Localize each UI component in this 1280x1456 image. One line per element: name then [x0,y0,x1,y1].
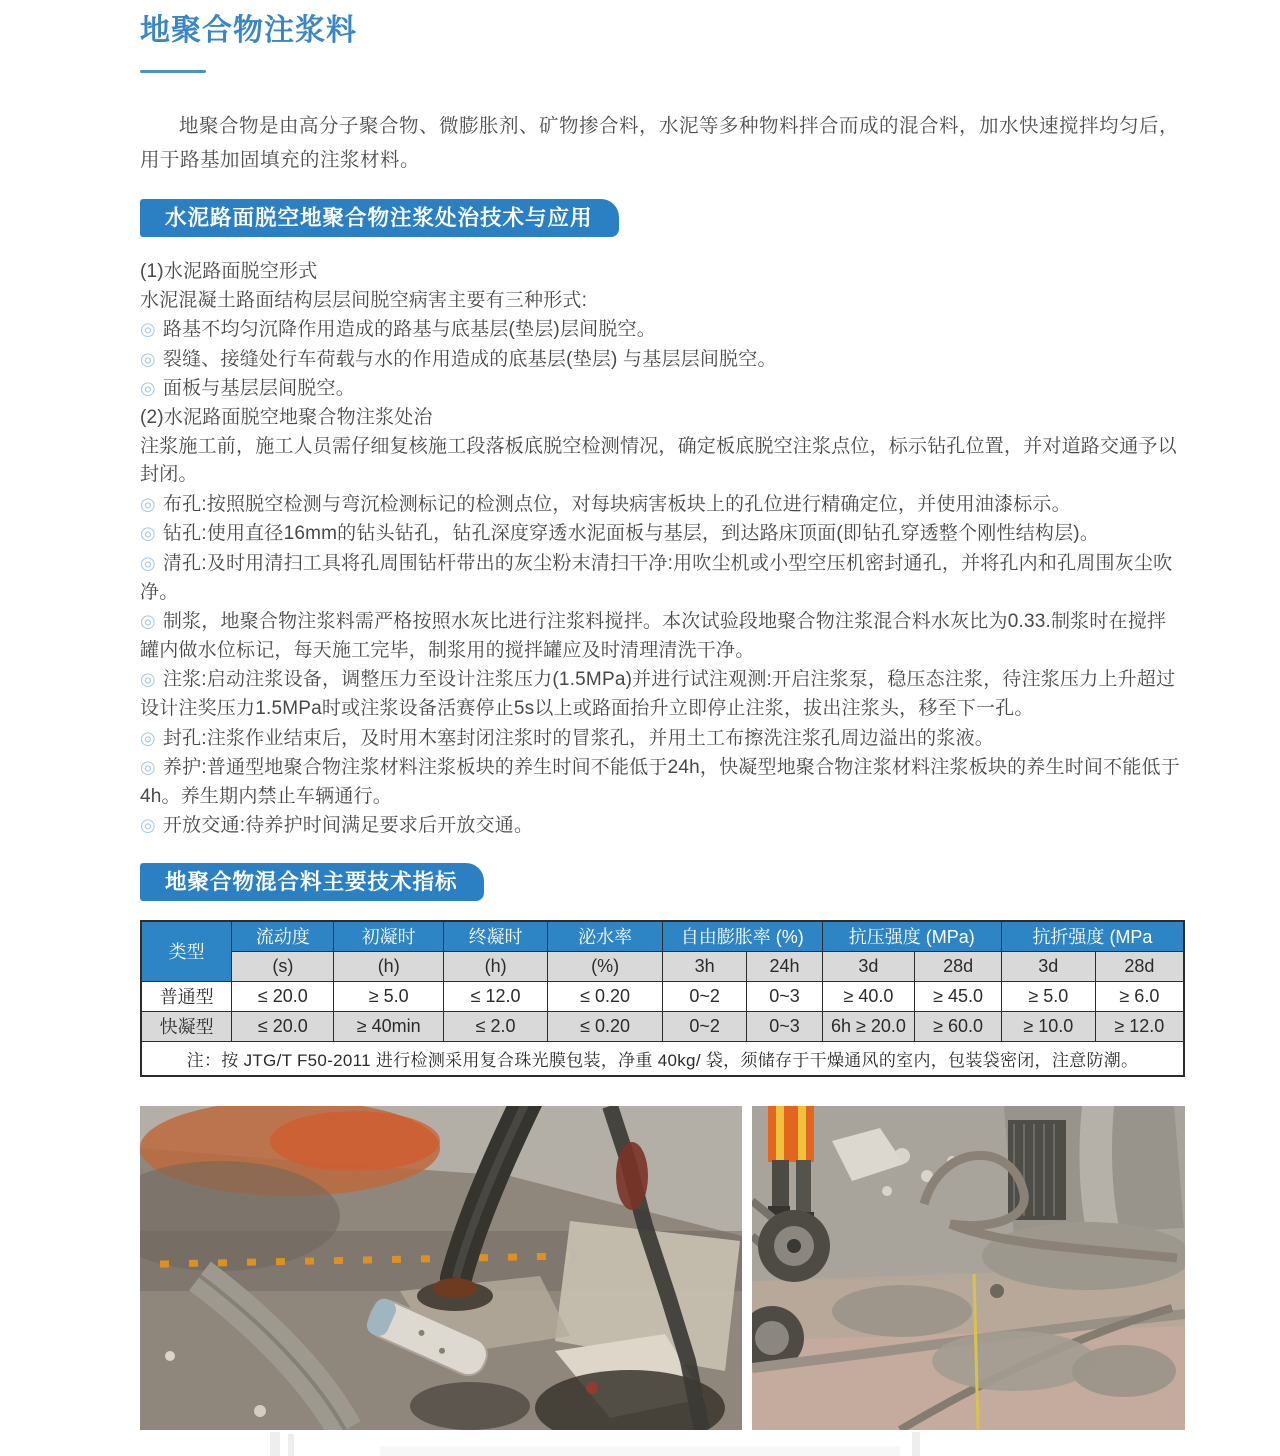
row-type-cell: 普通型 [141,981,232,1011]
paragraph [140,374,1185,404]
paragraph [140,549,1185,607]
unit-cell: 3d [1001,951,1095,981]
paragraph [140,665,1185,723]
ring-bullet-icon: ◎ [140,727,156,748]
paragraph-text: 裂缝、接缝处行车荷载与水的作用造成的底基层(垫层) 与基层层间脱空。 [162,348,777,370]
value-cell: ≥ 5.0 [334,981,444,1011]
body-text-block [140,258,1185,841]
value-cell: ≤ 12.0 [443,981,547,1011]
faint-artifact [270,1432,280,1456]
col-header-expansion: 自由膨胀率 (%) [662,921,822,952]
paragraph-text: 注浆:启动注浆设备，调整压力至设计注浆压力(1.5MPa)并进行试注观测:开启注浆泵，稳压态注浆，待注浆压力上升超过设计注奖压力1.5MPa时或注浆设备活赛停止5s以上或路面抬升立即停止注浆，拔出注浆头，移至下一孔。 [140,669,1176,719]
paragraph [140,287,1185,316]
col-header-bleeding: 泌水率 [548,921,663,952]
value-cell: 0~3 [747,981,822,1011]
col-header-fluidity: 流动度 [232,921,334,952]
paragraph-text: 开放交通:待养护时间满足要求后开放交通。 [162,815,534,837]
table-note-row [141,1041,1184,1076]
paragraph [140,519,1185,549]
faint-artifact [288,1434,294,1456]
value-cell: ≤ 0.20 [548,1011,663,1041]
paragraph-text: 面板与基层层间脱空。 [162,378,355,400]
value-cell: ≥ 40.0 [822,981,915,1011]
ring-bullet-icon: ◎ [140,348,156,369]
paragraph-text: 封孔:注浆作业结束后，及时用木塞封闭注浆时的冒浆孔，并用土工布擦洗注浆孔周边溢出的浆液。 [162,727,994,749]
paragraph [140,753,1185,811]
faint-artifact [912,1432,920,1456]
unit-cell: 24h [747,951,822,981]
paragraph-text: 制浆，地聚合物注浆料需严格按照水灰比进行注浆料搅拌。本次试验段地聚合物注浆混合料水灰比为0.33.制浆时在搅拌罐内做水位标记，每天施工完毕，制浆用的搅拌罐应及时清理清洗干净。 [140,611,1167,661]
col-header-compressive: 抗压强度 (MPa) [822,921,1001,952]
paragraph-text: (1)水泥路面脱空形式 [140,261,318,282]
row-type-cell: 快凝型 [141,1011,232,1041]
table-row-rapid [141,1011,1184,1041]
unit-cell: 3d [822,951,915,981]
ring-bullet-icon: ◎ [140,669,156,690]
value-cell: ≥ 5.0 [1001,981,1095,1011]
paragraph-text: 养护:普通型地聚合物注浆材料注浆板块的养生时间不能低于24h，快凝型地聚合物注浆材料注浆板块的养生时间不能低于4h。养生期内禁止车辆通行。 [140,757,1180,807]
value-cell: ≤ 0.20 [548,981,663,1011]
paragraph-text: 路基不均匀沉降作用造成的路基与底基层(垫层)层间脱空。 [162,319,656,341]
ring-bullet-icon: ◎ [140,815,156,836]
value-cell: 0~2 [662,981,746,1011]
faint-artifact [380,1446,900,1456]
ring-bullet-icon: ◎ [140,757,156,778]
unit-cell: 3h [662,951,746,981]
paragraph-text: 水泥混凝土路面结构层层间脱空病害主要有三种形式: [140,289,588,311]
left-photo-grouting-hose [140,1106,742,1430]
paragraph [140,724,1185,754]
unit-cell: (s) [232,951,334,981]
unit-cell: 28d [1095,951,1184,981]
value-cell: ≤ 20.0 [232,1011,334,1041]
paragraph-text: 清孔:及时用清扫工具将孔周围钻杆带出的灰尘粉末清扫干净:用吹尘机或小型空压机密封通孔，并将孔内和孔周围灰尘吹净。 [140,552,1173,603]
unit-cell: (h) [443,951,547,981]
table-header-row-2 [141,951,1184,981]
paragraph [140,258,1185,287]
unit-cell: (h) [334,951,444,981]
paragraph [140,811,1185,841]
table-note: 注：按 JTG/T F50-2011 进行检测采用复合珠光膜包装，净重 40kg/ 袋，须储存于干燥通风的室内，包装袋密闭，注意防潮。 [141,1041,1184,1076]
ring-bullet-icon: ◎ [140,552,156,573]
page-bottom-strip [140,1430,1185,1456]
col-header-type: 类型 [141,921,232,982]
paragraph [140,433,1185,490]
intro-paragraph: 地聚合物是由高分子聚合物、微膨胀剂、矿物掺合料，水泥等多种物料拌合而成的混合料，加水快速搅拌均匀后，用于路基加固填充的注浆材料。 [140,115,1180,171]
value-cell: 0~2 [662,1011,746,1041]
col-header-flexural: 抗折强度 (MPa [1001,921,1184,952]
paragraph-text: 钻孔:使用直径16mm的钻头钻孔，钻孔深度穿透水泥面板与基层，到达路床顶面(即钻孔穿透整个刚性结构层)。 [162,523,1100,545]
paragraph [140,345,1185,375]
ring-bullet-icon: ◎ [140,378,156,399]
value-cell: ≥ 60.0 [915,1011,1002,1041]
photo-row [140,1106,1185,1430]
unit-cell: 28d [915,951,1002,981]
table-header-row-1 [141,921,1184,952]
table-row-ordinary [141,981,1184,1011]
value-cell: ≥ 45.0 [915,981,1002,1011]
ring-bullet-icon: ◎ [140,611,156,632]
value-cell: ≥ 6.0 [1095,981,1184,1011]
col-header-final-set: 终凝时 [443,921,547,952]
value-cell: ≥ 12.0 [1095,1011,1184,1041]
value-cell: ≥ 40min [334,1011,444,1041]
value-cell: 6h ≥ 20.0 [822,1011,915,1041]
unit-cell: (%) [548,951,663,981]
value-cell: 0~3 [747,1011,822,1041]
ring-bullet-icon: ◎ [140,523,156,544]
value-cell: ≥ 10.0 [1001,1011,1095,1041]
paragraph [140,404,1185,433]
value-cell: ≤ 20.0 [232,981,334,1011]
title-underline [140,70,206,73]
paragraph [140,607,1185,665]
right-photo-worker-machine [752,1106,1185,1430]
ring-bullet-icon: ◎ [140,319,156,340]
page-title: 地聚合物注浆料 [140,14,357,47]
paragraph-text: 布孔:按照脱空检测与弯沉检测标记的检测点位，对每块病害板块上的孔位进行精确定位，并使用油漆标示。 [162,493,1071,515]
spec-table [140,920,1185,1077]
paragraph-text: (2)水泥路面脱空地聚合物注浆处治 [140,406,433,428]
ring-bullet-icon: ◎ [140,493,156,514]
paragraph [140,315,1185,345]
section-banner-specs: 地聚合物混合料主要技术指标 [140,863,484,901]
paragraph [140,490,1185,520]
value-cell: ≤ 2.0 [443,1011,547,1041]
col-header-initial-set: 初凝时 [334,921,444,952]
paragraph-text: 注浆施工前，施工人员需仔细复核施工段落板底脱空检测情况，确定板底脱空注浆点位，标示钻孔位置，并对道路交通予以封闭。 [140,435,1177,486]
section-banner-technology: 水泥路面脱空地聚合物注浆处治技术与应用 [140,199,619,237]
